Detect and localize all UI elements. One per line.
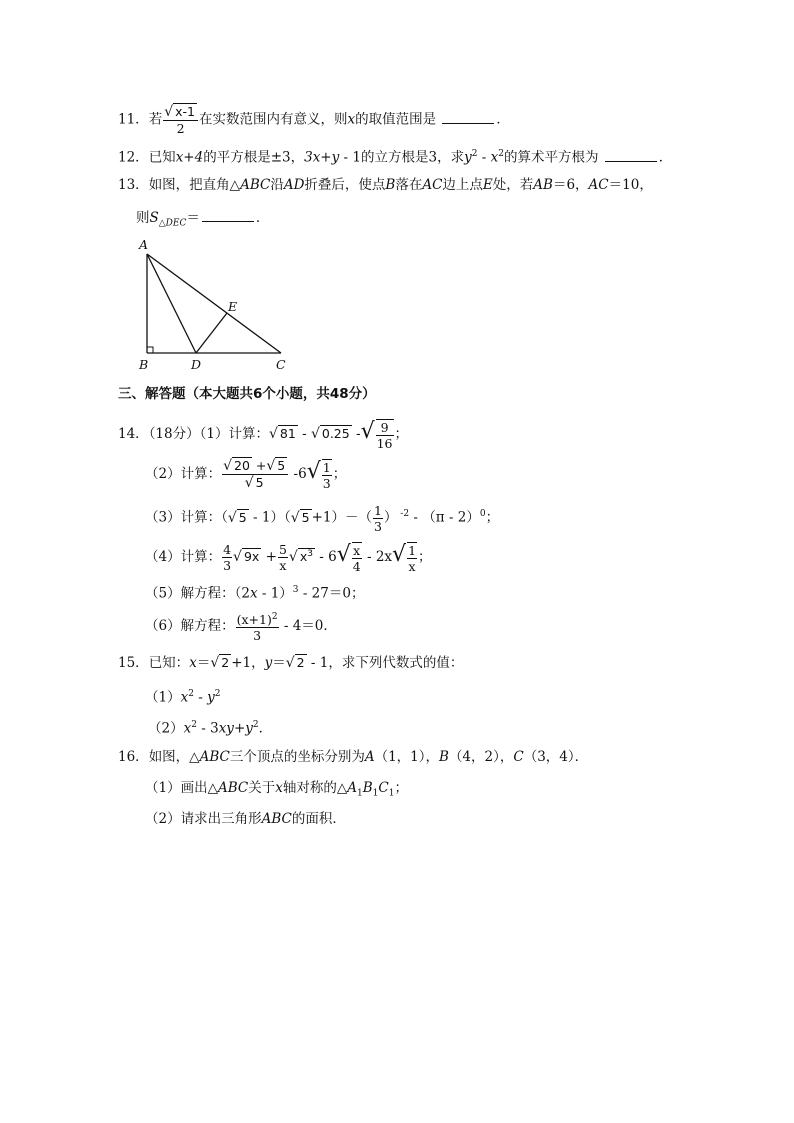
question-number: 13．: [118, 177, 149, 193]
question-14-part4: （4）计算： $\frac{4}{3}$ √ 9x + $\frac{5}{x}$ √ $x^3 - 6√$ $\frac{x}{4}$ - 2x√ $\frac{1}{x}$ ；: [145, 542, 432, 574]
question-16-sub1: （1）画出△ABC关于x轴对称的$\triangle A_1B_1C_1$；: [145, 780, 408, 799]
question-11: 11．若 $\frac{√ x-1}{2}$ 在实数范围内有意义，则x的取值范围是 ．: [118, 104, 510, 136]
question-13-line2: 则$S_{\triangle DEC}=$ ．: [136, 207, 269, 234]
label-C: C: [276, 357, 286, 372]
triangle-figure: [130, 232, 300, 377]
right-angle-mark: [147, 347, 153, 353]
question-14-part5: （5）解方程：（2x - 1）$^3$ - 27＝0；: [145, 585, 365, 602]
sqrt-fraction: $\frac{√ x-1}{2}$: [163, 104, 198, 136]
answer-blank[interactable]: [202, 207, 254, 222]
question-16: 16．如图，△ABC三个顶点的坐标分别为A（1，1），B（4，2），C（3，4）．: [118, 749, 589, 765]
question-14-part3: （3）计算：（√ 5 - 1）（√ 5 +1）－（ $\frac{1}{3}$ ） $^{-2}$ - （π - 2）$^0$；: [145, 502, 500, 534]
question-14-part1: 14．（18分）（1）计算：√ 81 - √ 0.25 -√ $\frac{9}{16}$ ；: [118, 419, 409, 451]
question-14-part6: （6）解方程： $\frac{(x+1)^2}{3}$ - 4＝0．: [145, 612, 337, 644]
question-number: 11．: [118, 111, 149, 128]
section-heading: 三、解答题（本大题共6个小题，共48分）: [118, 386, 376, 402]
question-number: 14．: [118, 426, 149, 442]
label-D: D: [191, 357, 202, 372]
segment-AC: [147, 254, 281, 353]
question-15-sub2: $(2)x^2 - 3xy+y^2$．: [148, 720, 273, 737]
segment-DE: [196, 313, 227, 353]
question-13: 13．如图，把直角△ABC沿AD折叠后，使点B落在AC边上点E处，若AB＝6，AC＝10，: [118, 177, 653, 193]
answer-blank[interactable]: [605, 147, 657, 162]
segment-AD: [147, 254, 196, 353]
answer-blank[interactable]: [442, 109, 494, 124]
label-E: E: [228, 299, 238, 314]
question-16-sub2: （2）请求出三角形ABC的面积．: [145, 811, 346, 827]
question-12: 12．已知x+4的平方根是±3，3x+y - 1的立方根是3，求$y^2 - x^2$的算术平方根为 ．: [118, 144, 672, 168]
question-14-part2: （2）计算： $\frac{√ 20 +√ 5}{√ 5}$ -6√ $\frac{1}{3}$ ；: [145, 458, 347, 491]
question-number: 16．: [118, 749, 149, 765]
label-B: B: [139, 357, 149, 372]
question-number: 12．: [118, 149, 149, 166]
question-15: 15．已知：x＝√ 2 +1，y＝√ 2 - 1，求下列代数式的值：: [118, 655, 464, 671]
label-A: A: [139, 237, 149, 252]
question-15-sub1: $(1)x^2 - y^2$: [145, 689, 221, 706]
question-number: 15．: [118, 655, 149, 671]
